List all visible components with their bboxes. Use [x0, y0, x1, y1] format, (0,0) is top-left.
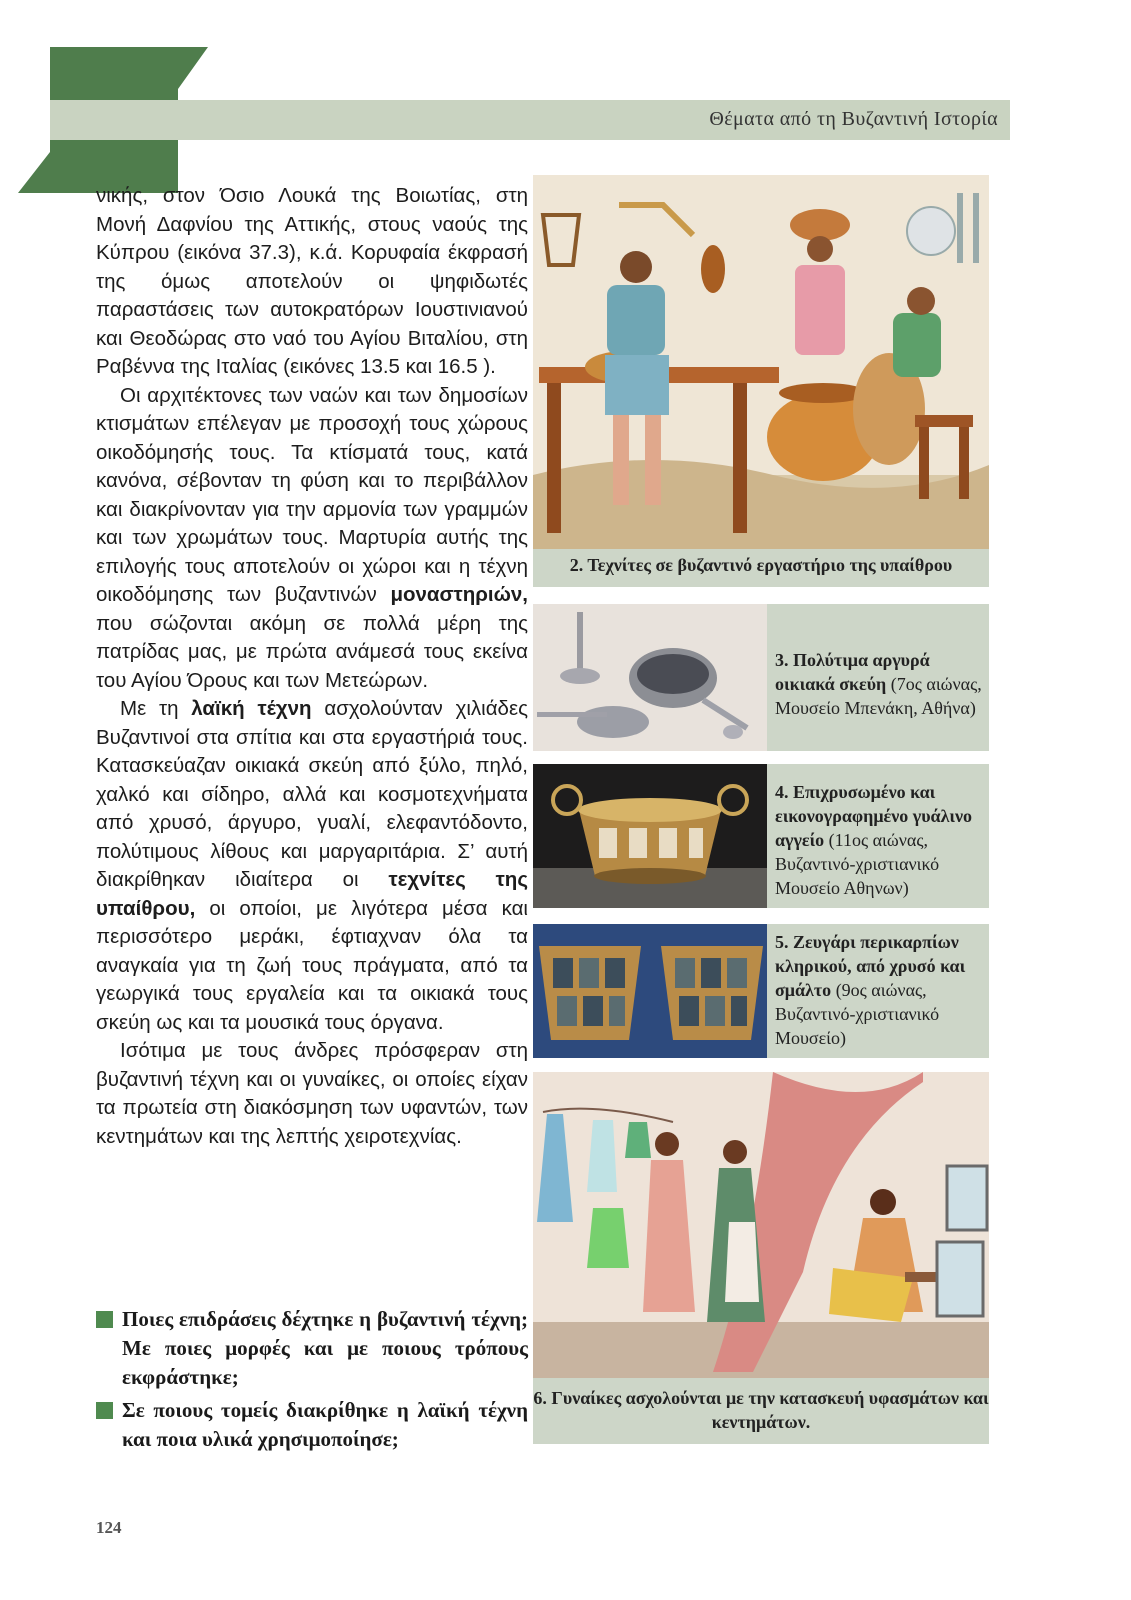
figure-3-caption: 3. Πολύτιμα αργυρά οικιακά σκεύη (7ος αιώνας, Μουσείο Μπενάκη, Αθήνα)	[775, 650, 982, 718]
bold-term-rural-craftsmen: τεχνίτες της υπαίθρου,	[96, 868, 528, 920]
bold-term-folk-art: λαϊκή τέχνη	[191, 697, 312, 720]
page-number: 124	[96, 1518, 122, 1537]
paragraph-2: Οι αρχιτέκτονες των ναών και των δημοσίων κτισμάτων επέλεγαν με προσοχή τους χώρους οικοδόμησής τους. Τα κτίσματά τους, κατά κανόνα, σέβονταν τη φύση και το περιβάλλον και διακρίνονταν για την αρμονία των γραμμών και των χρωμάτων τους. Μαρτυρία αυτής της επιλογής τους αποτελούν οι χώροι και η τέχνη οικοδόμησης των βυζαντινών μοναστηριών, που σώζονται ακόμη σε πολλά μέρη της πατρίδας μας, με πρώτα ανάμεσά τους εκείνα του Αγίου Όρους και των Μετεώρων.	[96, 383, 529, 692]
paragraph-4: Ισότιμα με τους άνδρες πρόσφεραν στη βυζαντινή τέχνη και οι γυναίκες, οι οποίες είχαν τα πρωτεία στη διακόσμηση των υφαντών, των κεντημάτων και της λεπτής χειροτεχνίας.	[96, 1039, 528, 1148]
photo-gilded-glass-vessel	[533, 764, 767, 908]
review-questions	[96, 1305, 528, 1458]
figure-6	[533, 1072, 989, 1444]
header-title: Θέματα από τη Βυζαντινή Ιστορία	[709, 108, 998, 130]
figure-5	[533, 924, 989, 1058]
paragraph-1: νικής, στον Όσιο Λουκά της Βοιωτίας, στη Μονή Δαφνίου της Αττικής, στους ναούς της Κύπρου (εικόνα 37.3), κ.ά. Κορυφαία έκφρασή της όμως αποτελούν οι ψηφιδωτές παραστάσεις των αυτοκρατόρων Ιουστινιανού και Θεοδώρας στο ναό του Αγίου Βιταλίου, στη Ραβέννα της Ιταλίας (εικόνες 13.5 και 16.5 ).	[96, 184, 528, 378]
figure-5-caption: 5. Ζευγάρι περικαρπίων κληρικού, από χρυσό και σμάλτο (9ος αιώνας, Βυζαντινό-χριστιανικό Μουσείο)	[775, 932, 966, 1048]
bold-term-monasteries: μοναστηριών,	[390, 583, 529, 606]
figure-4	[533, 764, 989, 908]
figure-2	[533, 175, 989, 587]
body-text	[96, 182, 528, 1151]
figure-6-caption: 6. Γυναίκες ασχολούνται με την κατασκευή υφασμάτων και κεντημάτων.	[533, 1388, 989, 1432]
illustration-women-weaving	[533, 1072, 989, 1378]
figure-2-caption: 2. Τεχνίτες σε βυζαντινό εργαστήριο της υπαίθρου	[569, 555, 953, 575]
photo-enamel-cuffs	[533, 924, 767, 1058]
running-header	[50, 100, 1010, 140]
figure-4-caption: 4. Επιχρυσωμένο και εικονογραφημένο γυάλινο αγγείο (11ος αιώνας, Βυζαντινό-χριστιανικό Μουσείο Αθηνων)	[775, 782, 973, 898]
square-bullet-icon	[96, 1402, 113, 1419]
illustration-workshop	[533, 175, 989, 549]
square-bullet-icon	[96, 1311, 113, 1328]
question-item: Σε ποιους τομείς διακρίθηκε η λαϊκή τέχνη και ποια υλικά χρησιμοποίησε;	[96, 1396, 528, 1454]
figure-3	[533, 604, 989, 751]
photo-silver-vessels	[533, 604, 767, 751]
question-item: Ποιες επιδράσεις δέχτηκε η βυζαντινή τέχνη; Με ποιες μορφές και με ποιους τρόπους εκφράστηκε;	[96, 1305, 528, 1392]
paragraph-3: Με τη λαϊκή τέχνη ασχολούνταν χιλιάδες Βυζαντινοί στα σπίτια και στα εργαστήριά τους. Κατασκεύαζαν οικιακά σκεύη από ξύλο, πηλό, χαλκό και σίδηρο, αλλά και κοσμοτεχνήματα από χρυσό, άργυρο, γυαλί, ελεφαντόδοντο, πολύτιμους λίθους και μαργαριτάρια. Σ’ αυτή διακρίθηκαν ιδιαίτερα οι τεχνίτες της υπαίθρου, οι οποίοι, με λιγότερα μέσα και περισσότερο μεράκι, έφτιαχναν όλα τα αναγκαία για τη ζωή τους πράγματα, από τα γεωργικά τους εργαλεία και τα οικιακά τους σκεύη ως και τα μουσικά τους όργανα.	[96, 697, 528, 1034]
